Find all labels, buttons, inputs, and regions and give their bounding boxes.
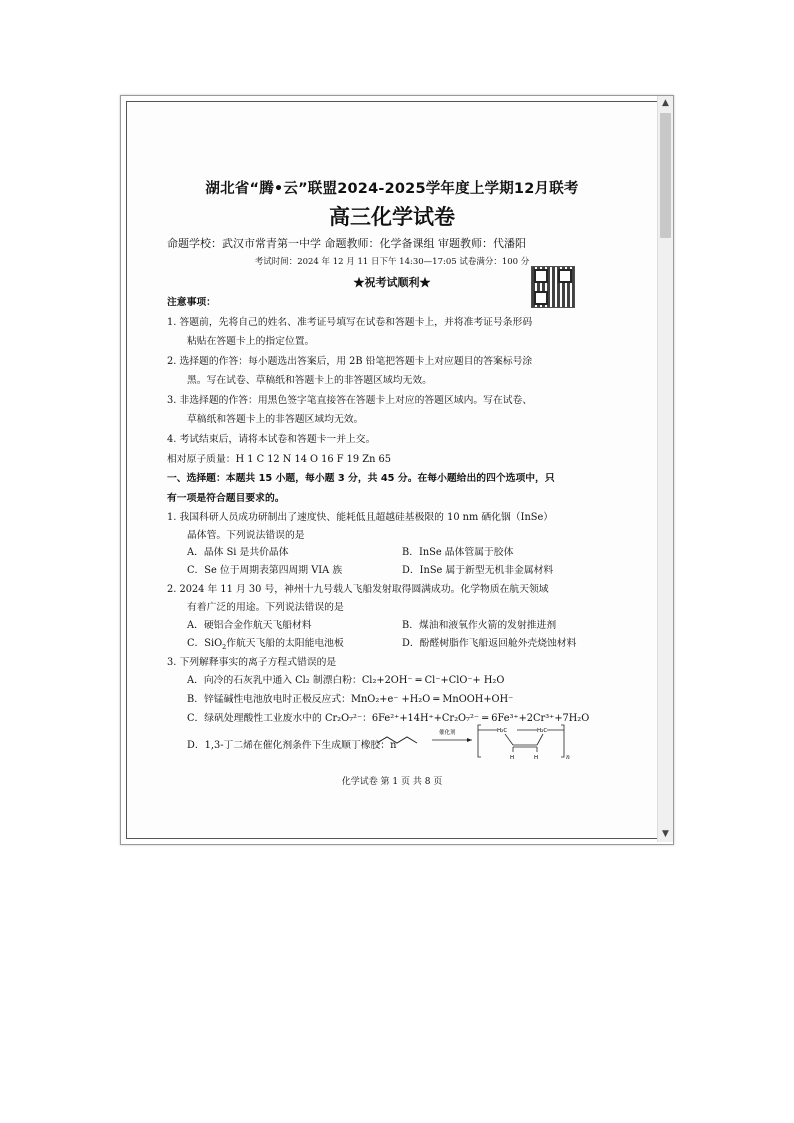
scroll-up-icon[interactable]: ▲ bbox=[662, 98, 669, 108]
qr-code-icon bbox=[531, 266, 575, 308]
notice-item: 黑。写在试卷、草稿纸和答题卡上的非答题区域均无效。 bbox=[187, 375, 432, 386]
notice-heading: 注意事项： bbox=[167, 297, 216, 308]
svg-text:H₂C: H₂C bbox=[497, 728, 508, 734]
svg-text:H: H bbox=[534, 755, 539, 761]
option-b: B．煤油和液氧作火箭的发射推进剂 bbox=[402, 620, 557, 631]
option-b: B．InSe 晶体管属于胶体 bbox=[402, 547, 514, 558]
question-stem: 3. 下列解释事实的离子方程式错误的是 bbox=[167, 657, 337, 668]
option-d: D．InSe 属于新型无机非金属材料 bbox=[402, 565, 554, 576]
document-page bbox=[126, 101, 658, 839]
exam-title: 湖北省“腾•云”联盟2024-2025学年度上学期12月联考 bbox=[205, 181, 579, 197]
notice-item: 3. 非选择题的作答：用黑色签字笔直接答在答题卡上对应的答题区域内。写在试卷、 bbox=[167, 395, 533, 406]
option-c: C．绿矾处理酸性工业废水中的 Cr₂O₇²⁻：6Fe²⁺+14H⁺+Cr₂O₇²⁻ ═ 6Fe³⁺+2Cr³⁺+7H₂O bbox=[187, 713, 590, 724]
notice-item: 4. 考试结束后，请将本试卷和答题卡一并上交。 bbox=[167, 434, 376, 445]
page-footer: 化学试卷 第 1 页 共 8 页 bbox=[341, 777, 443, 787]
notice-item: 1. 答题前，先将自己的姓名、准考证号填写在试卷和答题卡上，并将准考证号条形码 bbox=[167, 317, 533, 328]
svg-text:H₂C: H₂C bbox=[537, 728, 548, 734]
atomic-mass: 相对原子质量：H 1 C 12 N 14 O 16 F 19 Zn 65 bbox=[167, 454, 391, 465]
author-info: 命题学校：武汉市常青第一中学 命题教师：化学备课组 审题教师：代潘阳 bbox=[167, 237, 526, 250]
question-stem: 有着广泛的用途。下列说法错误的是 bbox=[187, 602, 344, 613]
polymerization-diagram bbox=[377, 717, 587, 762]
option-c: C．SiO$_2$作航天飞船的太阳能电池板 bbox=[187, 638, 344, 651]
svg-text:H: H bbox=[510, 755, 515, 761]
scroll-thumb[interactable] bbox=[660, 113, 671, 238]
option-a: A．硬铝合金作航天飞船材料 bbox=[187, 620, 312, 631]
notice-item: 草稿纸和答题卡上的非答题区域均无效。 bbox=[187, 414, 364, 425]
notice-item: 2. 选择题的作答：每小题选出答案后，用 2B 铅笔把答题卡上对应题目的答案标号涂 bbox=[167, 356, 533, 367]
svg-text:n: n bbox=[566, 754, 570, 761]
option-b: B．锌锰碱性电池放电时正极反应式：MnO₂+e⁻ +H₂O ═ MnOOH+OH⁻ bbox=[187, 694, 514, 705]
option-c: C．Se 位于周期表第四周期 VIA 族 bbox=[187, 565, 343, 576]
section-heading: 一、选择题：本题共 15 小题，每小题 3 分，共 45 分。在每小题给出的四个选项中，只 bbox=[167, 473, 555, 484]
catalyst-label: 催化剂 bbox=[439, 730, 456, 736]
vertical-scrollbar[interactable] bbox=[657, 96, 673, 842]
option-d: D．1,3-丁二烯在催化剂条件下生成顺丁橡胶：n bbox=[187, 740, 397, 751]
document-viewer bbox=[120, 95, 674, 845]
question-stem: 1. 我国科研人员成功研制出了速度快、能耗低且超越硅基极限的 10 nm 硒化铟（InSe） bbox=[167, 512, 554, 523]
question-stem: 晶体管。下列说法错误的是 bbox=[187, 530, 305, 541]
option-d: D．酚醛树脂作飞船返回舱外壳烧蚀材料 bbox=[402, 638, 577, 649]
option-a: A．晶体 Si 是共价晶体 bbox=[187, 547, 289, 558]
notice-item: 粘贴在答题卡上的指定位置。 bbox=[187, 336, 315, 347]
section-heading: 有一项是符合题目要求的。 bbox=[167, 493, 285, 504]
option-a: A．向冷的石灰乳中通入 Cl₂ 制漂白粉：Cl₂+2OH⁻ ═ Cl⁻+ClO⁻+ H₂O bbox=[187, 675, 505, 686]
exam-time: 考试时间：2024 年 12 月 11 日下午 14:30—17:05 试卷满分：100 分 bbox=[254, 257, 530, 267]
exam-subtitle: 高三化学试卷 bbox=[329, 205, 455, 229]
scroll-down-icon[interactable]: ▼ bbox=[662, 829, 669, 839]
good-luck-banner: ★祝考试顺利★ bbox=[353, 276, 431, 289]
question-stem: 2. 2024 年 11 月 30 号，神州十九号载人飞船发射取得圆满成功。化学物质在航天领域 bbox=[167, 584, 549, 595]
